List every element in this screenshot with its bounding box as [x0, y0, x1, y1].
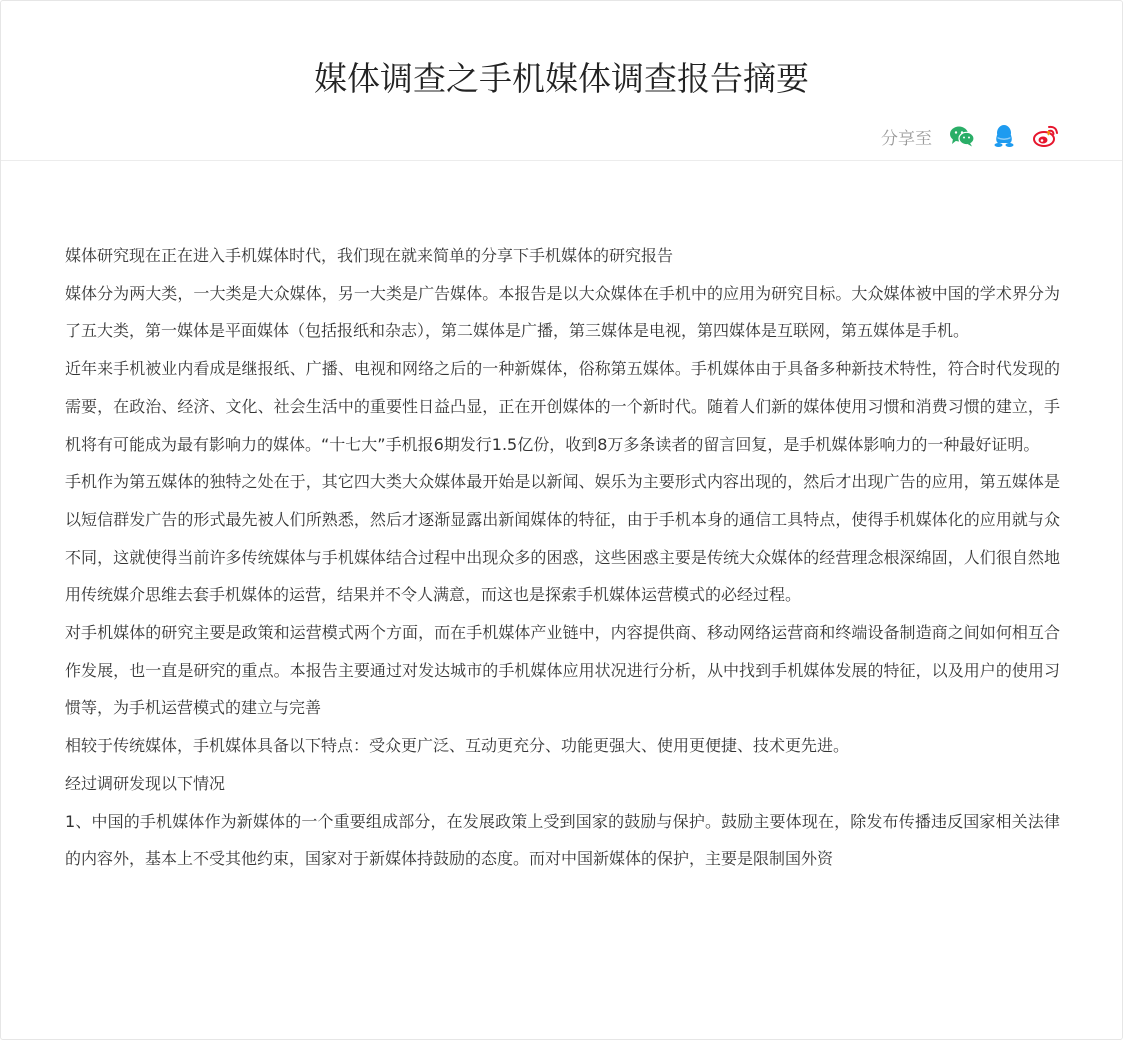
paragraph-fifth-media: 近年来手机被业内看成是继报纸、广播、电视和网络之后的一种新媒体，俗称第五媒体。手机媒体由于具备多种新技术特性，符合时代发现的需要，在政治、经济、文化、社会生活中的重要性日益凸显，正在开创媒体的一个新时代。随着人们新的媒体使用习惯和消费习惯的建立，手机将有可能成为最有影响力的媒体。“十七大”手机报6期发行1.5亿份，收到8万多条读者的留言回复，是手机媒体影响力的一种最好证明。 [65, 359, 1060, 454]
share-bar [881, 122, 1060, 150]
wechat-icon[interactable] [948, 122, 976, 150]
share-label: 分享至 [881, 128, 932, 149]
paragraph-features: 相较于传统媒体，手机媒体具备以下特点：受众更广泛、互动更充分、功能更强大、使用更便捷、技术更先进。 [65, 736, 850, 756]
article-title: 媒体调查之手机媒体调查报告摘要 [314, 59, 809, 98]
paragraph-research-focus: 对手机媒体的研究主要是政策和运营模式两个方面，而在手机媒体产业链中，内容提供商、移动网络运营商和终端设备制造商之间如何相互合作发展，也一直是研究的重点。本报告主要通过对发达城市的手机媒体应用状况进行分析，从中找到手机媒体发展的特征，以及用户的使用习惯等，为手机运营模式的建立与完善 [65, 623, 1060, 718]
weibo-icon[interactable] [1032, 122, 1060, 150]
paragraph-findings-heading: 经过调研发现以下情况 [65, 773, 226, 793]
paragraph-media-types: 媒体分为两大类，一大类是大众媒体，另一大类是广告媒体。本报告是以大众媒体在手机中的应用为研究目标。大众媒体被中国的学术界分为了五大类，第一媒体是平面媒体（包括报纸和杂志），第二媒体是广播，第三媒体是电视，第四媒体是互联网，第五媒体是手机。 [65, 283, 1060, 341]
article-body [65, 237, 1060, 878]
article-header [1, 1, 1122, 161]
paragraph-uniqueness: 手机作为第五媒体的独特之处在于，其它四大类大众媒体最开始是以新闻、娱乐为主要形式内容出现的，然后才出现广告的应用，第五媒体是以短信群发广告的形式最先被人们所熟悉，然后才逐渐显露出新闻媒体的特征，由于手机本身的通信工具特点，使得手机媒体化的应用就与众不同，这就使得当前许多传统媒体与手机媒体结合过程中出现众多的困惑，这些困惑主要是传统大众媒体的经营理念根深绵固，人们很自然地用传统媒介思维去套手机媒体的运营，结果并不令人满意，而这也是探索手机媒体运营模式的必经过程。 [65, 472, 1060, 605]
paragraph-finding-1: 1、中国的手机媒体作为新媒体的一个重要组成部分，在发展政策上受到国家的鼓励与保护。鼓励主要体现在，除发布传播违反国家相关法律的内容外，基本上不受其他约束，国家对于新媒体持鼓励的态度。而对中国新媒体的保护，主要是限制国外资 [65, 811, 1060, 869]
qq-icon[interactable] [990, 122, 1018, 150]
paragraph-intro: 媒体研究现在正在进入手机媒体时代，我们现在就来简单的分享下手机媒体的研究报告 [65, 246, 674, 265]
